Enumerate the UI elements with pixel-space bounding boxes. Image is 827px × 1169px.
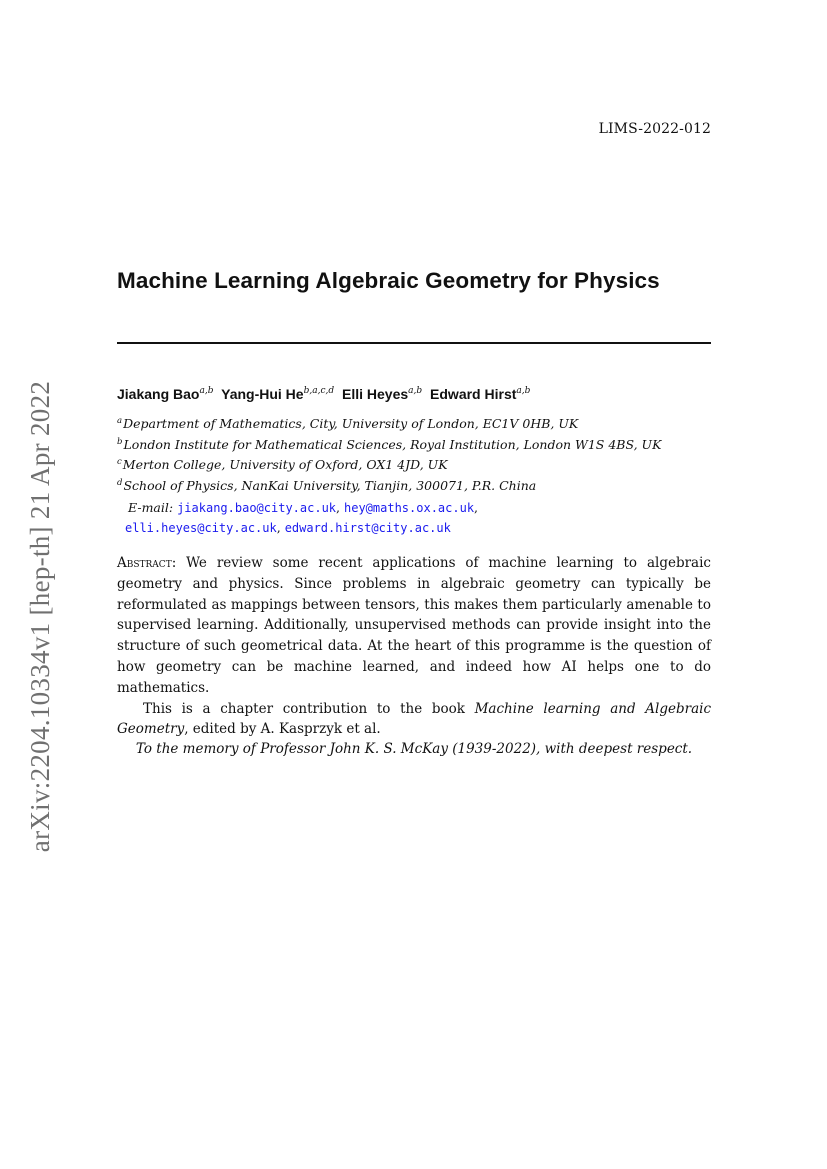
abstract-body: We review some recent applications of machine learning to algebraic geometry and physics. Since problems in algebraic geometry can typically be reformulated as mappings between tensors, this makes them particularly amenable to supervised learning. Additionally, unsupervised methods can provide insight into the structure of such geometrical data. At the heart of this programme is the question of how geometry can be machine learned, and indeed how AI helps one to do mathematics. (117, 555, 711, 696)
email-label: E-mail: (128, 500, 174, 515)
affiliation-a (117, 414, 717, 435)
dedication: To the memory of Professor John K. S. McKay (1939-2022), with deepest respect. (135, 741, 693, 757)
email-link-heyes[interactable]: elli.heyes@city.ac.uk (125, 521, 277, 535)
author-he (221, 386, 334, 402)
affiliation-mark: a (117, 416, 123, 426)
email-separator: , (336, 500, 341, 515)
affiliation-text: Merton College, University of Oxford, OX1 4JD, UK (122, 457, 448, 472)
chapter-note-outro: , edited by A. Kasprzyk et al. (184, 721, 381, 738)
author-affiliation-marks: a,b (199, 386, 214, 396)
author-name: Elli Heyes (342, 386, 409, 402)
affiliation-text: School of Physics, NanKai University, Tianjin, 300071, P.R. China (123, 477, 537, 493)
arxiv-identifier[interactable]: arXiv:2204.10334v1 [hep-th] 21 Apr 2022 (25, 380, 56, 852)
affiliation-c (117, 455, 717, 476)
email-link-hirst[interactable]: edward.hirst@city.ac.uk (284, 521, 451, 535)
abstract-paragraph (117, 553, 711, 699)
abstract-label: Abstract: (117, 555, 177, 571)
author-name: Edward Hirst (430, 386, 517, 402)
book-title: Machine learning and Algebraic Geometry (117, 700, 711, 738)
email-row (125, 518, 718, 538)
affiliation-list (117, 414, 717, 496)
affiliation-d (117, 476, 717, 497)
chapter-note (117, 699, 711, 741)
author-affiliation-marks: a,b (408, 386, 423, 396)
author-heyes (342, 386, 422, 402)
author-hirst (430, 386, 530, 402)
author-list (117, 386, 534, 402)
author-bao (117, 386, 213, 402)
author-name: Jiakang Bao (117, 386, 200, 402)
affiliation-mark: c (117, 457, 122, 467)
email-row (128, 498, 718, 518)
affiliation-text: Department of Mathematics, City, University of London, EC1V 0HB, UK (123, 416, 579, 431)
author-affiliation-marks: b,a,c,d (303, 386, 335, 396)
paper-title: Machine Learning Algebraic Geometry for Physics (117, 268, 660, 293)
chapter-note-intro: This is a chapter contribution to the book (143, 700, 465, 717)
affiliation-b (117, 435, 717, 456)
author-affiliation-marks: a,b (516, 386, 531, 396)
email-separator: , (474, 500, 479, 515)
author-name: Yang-Hui He (221, 386, 304, 402)
email-link-he[interactable]: hey@maths.ox.ac.uk (344, 501, 475, 515)
abstract (117, 553, 711, 740)
email-link-bao[interactable]: jiakang.bao@city.ac.uk (177, 501, 337, 515)
affiliation-text: London Institute for Mathematical Sciences, Royal Institution, London W1S 4BS, UK (123, 436, 662, 452)
affiliation-mark: d (117, 477, 123, 488)
email-block (125, 498, 718, 538)
email-separator: , (276, 520, 281, 535)
affiliation-mark: b (117, 436, 123, 447)
report-number: LIMS-2022-012 (598, 121, 711, 137)
arxiv-side-stamp (16, 366, 66, 866)
title-divider (117, 342, 711, 344)
